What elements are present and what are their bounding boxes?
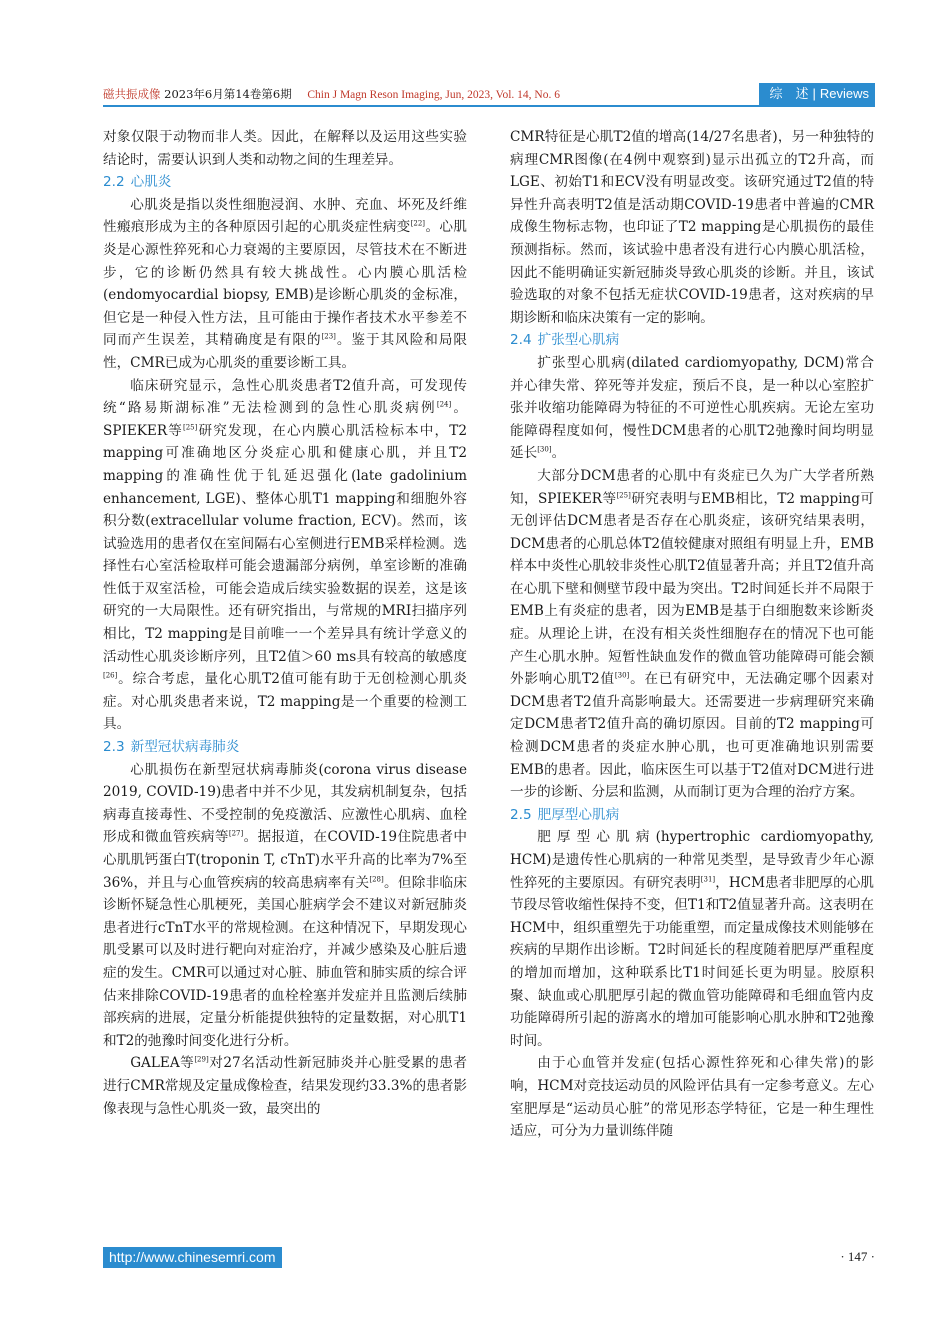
citation[interactable]: [31] <box>700 875 716 884</box>
citation[interactable]: [30] <box>537 445 552 454</box>
section-heading-2-3: 2.3 新型冠状病毒肺炎 <box>103 739 240 756</box>
paragraph: 肥厚型心肌病(hypertrophic cardiomyopathy, HCM)是遗传性心肌病的一种常见类型，是导致青少年心源性猝死的主要原因。有研究表明[31]，HCM患者非肥厚的心肌节段尽管收缩性保持不变，但T1和T2值显著升高。这表明在HCM中，组织重塑先于功能重塑，而定量成像技术则能够在疾病的早期作出诊断。T2时间延长的程度随着肥厚严重程度的增加而增加，这种联系比T1时间延长更为明显。胶原积聚、缺血或心肌肥厚引起的微血管功能障碍和毛细血管内皮功能障碍所引起的游离水的增加可能影响心肌水肿和T2弛豫时间。 <box>510 829 874 1049</box>
citation[interactable]: [22] <box>410 219 426 228</box>
journal-url-link[interactable]: http://www.chinesemri.com <box>103 1247 282 1268</box>
paragraph: 扩张型心肌病(dilated cardiomyopathy, DCM)常合并心律失常、猝死等并发症，预后不良，是一种以心室腔扩张并收缩功能障碍为特征的不可逆性心肌疾病。无论左室功能障碍程度如何，慢性DCM患者的心肌T2弛豫时间均明显延长[30]。 <box>510 354 874 462</box>
right-column <box>510 126 874 1143</box>
journal-name-en: Chin J Magn Reson Imaging, Jun, 2023, Vol. 14, No. 6 <box>307 89 560 101</box>
running-header <box>103 83 875 105</box>
citation[interactable]: [29] <box>194 1055 209 1064</box>
section-heading-2-5: 2.5 肥厚型心肌病 <box>510 806 620 823</box>
section-separator: | <box>812 86 816 101</box>
citation[interactable]: [28] <box>369 875 384 884</box>
paragraph: 心肌损伤在新型冠状病毒肺炎(corona virus disease 2019, COVID-19)患者中并不少见，其发病机制复杂，包括病毒直接毒性、不受控制的免疫激活、应激性心肌病、血栓形成和微血管疾病等[27]。据报道，在COVID-19住院患者中心肌肌钙蛋白T(troponin T, cTnT)水平升高的比率为7%至36%，并且与心血管疾病的较高患病率有关[28]。但除非临床诊断怀疑急性心肌梗死，美国心脏病学会不建议对新冠肺炎患者进行cTnT水平的常规检测。在这种情况下，早期发现心肌受累可以及时进行靶向对症治疗，并减少感染及心脏后遗症的发生。CMR可以通过对心脏、肺血管和肺实质的综合评估来排除COVID-19患者的血栓栓塞并发症并且监测后续肺部疾病的进展，定量分析能提供独特的定量数据，对心肌T1和T2的弛豫时间变化进行分析。 <box>103 761 467 1049</box>
section-cn: 综 述 <box>769 86 809 101</box>
header-rule <box>103 105 875 107</box>
paragraph: 对象仅限于动物而非人类。因此，在解释以及运用这些实验结论时，需要认识到人类和动物之间的生理差异。 <box>103 129 467 168</box>
paragraph: 临床研究显示，急性心肌炎患者T2值升高，可发现传统“路易斯湖标准”无法检测到的急性心肌炎病例[24]。SPIEKER等[25]研究发现，在心内膜心肌活检标本中，T2 mapping可准确地区分炎症心肌和健康心肌，并且T2 mapping的准确性优于钆延迟强化(late gadolinium enhancement, LGE)、整体心肌T1 mapping和细胞外容积分数(extracellular volume fraction, ECV)。然而，该试验选用的患者仅在室间隔右心室侧进行EMB采样检测。选择性右心室活检取样可能会遗漏部分病例，单室诊断的准确性低于双室活检，可能会造成后续实验数据的误差，这是该研究的一大局限性。还有研究指出，与常规的MRI扫描序列相比，T2 mapping是目前唯一一个差异具有统计学意义的活动性心肌炎诊断序列，且T2值＞60 ms具有较高的敏感度[26]。综合考虑，量化心肌T2值可能有助于无创检测心肌炎症。对心肌炎患者来说，T2 mapping是一个重要的检测工具。 <box>103 377 467 733</box>
section-en: Reviews <box>819 86 869 101</box>
section-heading-2-4: 2.4 扩张型心肌病 <box>510 332 620 349</box>
journal-name: 磁共振成像 <box>103 87 161 101</box>
citation[interactable]: [30] <box>614 671 630 680</box>
section-heading-2-2: 2.2 心肌炎 <box>103 174 172 191</box>
paragraph: CMR特征是心肌T2值的增高(14/27名患者)，另一种独特的病理CMR图像(在4例中观察到)显示出孤立的T2升高，而LGE、初始T1和ECV没有明显改变。该研究通过T2值的特异性升高表明T2值是活动期COVID-19患者中普遍的CMR成像生物标志物，也印证了T2 mapping是心肌损伤的最佳预测指标。然而，该试验中患者没有进行心内膜心肌活检，因此不能明确证实新冠肺炎导致心肌炎的诊断。并且，该试验选取的对象不包括无症状COVID-19患者，这对疾病的早期诊断和临床决策有一定的影响。 <box>510 129 874 326</box>
citation[interactable]: [25] <box>616 490 631 499</box>
citation[interactable]: [27] <box>228 829 244 838</box>
citation[interactable]: [26] <box>103 671 118 680</box>
section-tag <box>759 83 875 105</box>
left-column <box>103 126 467 1120</box>
page-number: · 147 · <box>840 1249 875 1264</box>
paragraph: 心肌炎是指以炎性细胞浸润、水肿、充血、坏死及纤维性瘢痕形成为主的各种原因引起的心肌炎症性病变[22]。心肌炎是心源性猝死和心力衰竭的主要原因，尽管技术在不断进步，它的诊断仍然具有较大挑战性。心内膜心肌活检(endomyocardial biopsy, EMB)是诊断心肌炎的金标准，但它是一种侵入性方法，且可能由于操作者技术水平参差不同而产生误差，其精确度是有限的[23]。鉴于其风险和局限性，CMR已成为心肌炎的重要诊断工具。 <box>103 196 468 371</box>
citation[interactable]: [24] <box>436 400 452 409</box>
paragraph: 由于心血管并发症(包括心源性猝死和心律失常)的影响，HCM对竞技运动员的风险评估具有一定参考意义。左心室肥厚是“运动员心脏”的常见形态学特征，它是一种生理性适应，可分为力量训练伴随 <box>510 1055 874 1140</box>
issue-info: 2023年6月第14卷第6期 <box>164 87 292 101</box>
paragraph: GALEA等[29]对27名活动性新冠肺炎并心脏受累的患者进行CMR常规及定量成像检查，结果发现约33.3%的患者影像表现与急性心肌炎一致，最突出的 <box>103 1055 467 1117</box>
paragraph: 大部分DCM患者的心肌中有炎症已久为广大学者所熟知，SPIEKER等[25]研究表明与EMB相比，T2 mapping可无创评估DCM患者是否存在心肌炎症，该研究结果表明，DCM患者的心肌总体T2值较健康对照组有明显上升，EMB样本中炎性心肌较非炎性心肌T2值显著升高；并且T2值升高在心肌下壁和侧壁节段中最为突出。T2时间延长并不局限于EMB上有炎症的患者，因为EMB是基于白细胞数来诊断炎症。从理论上讲，在没有相关炎性细胞存在的情况下也可能产生心肌水肿。短暂性缺血发作的微血管功能障碍可能会额外影响心肌T2值[30]。在已有研究中，无法确定哪个因素对DCM患者T2值升高影响最大。还需要进一步病理研究来确定DCM患者T2值升高的确切原因。目前的T2 mapping可检测DCM患者的炎症水肿心肌，也可更准确地识别需要EMB的患者。因此，临床医生可以基于T2值对DCM进行进一步的诊断、分层和监测，从而制订更为合理的治疗方案。 <box>510 467 875 801</box>
citation[interactable]: [23] <box>321 332 336 341</box>
citation[interactable]: [25] <box>182 423 198 432</box>
